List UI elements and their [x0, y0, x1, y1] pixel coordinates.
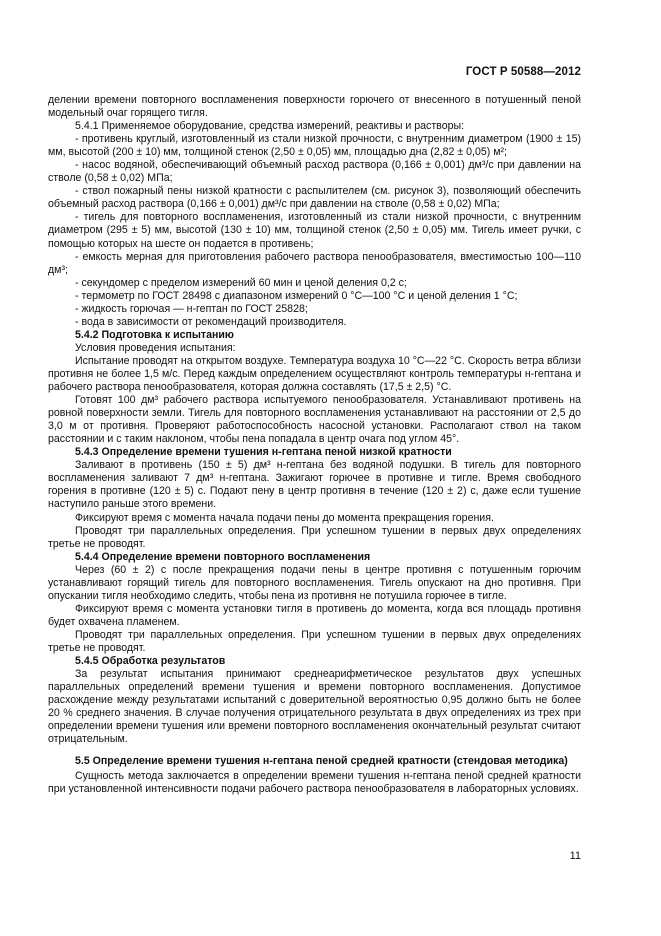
paragraph: Готовят 100 дм³ рабочего раствора испытуемого пенообразователя. Устанавливают противень на ровной поверхности земли. Тигель для повторного воспламенения устанавливают на расстоянии от 2,5 до 3,0 м от противня. Проверяют работоспособность насосной установки. Располагают ствол на таком расстоянии и с таким наклоном, чтобы пена попадала в центр очага под углом 45°.	[48, 394, 581, 446]
list-item: - тигель для повторного воспламенения, изготовленный из стали низкой прочности, с внутренним диаметром (295 ± 5) мм, высотой (130 ± 10) мм, толщиной стенок (2,50 ± 0,05) мм. Тигель имеет ручки, с помощью которых на шесте он подается в противень;	[48, 211, 581, 250]
section-heading: 5.4.2 Подготовка к испытанию	[75, 328, 234, 341]
list-item: - емкость мерная для приготовления рабочего раствора пенообразователя, вместимостью 100—110 дм³;	[48, 250, 581, 276]
paragraph: Испытание проводят на открытом воздухе. Температура воздуха 10 °С—22 °С. Скорость ветра вблизи противня не более 1,5 м/с. Перед каждым определением осуществляют контроль температуры н-гептана и рабочего раствора пенообразователя, которая должна составлять (17,5 ± 2,5) °С.	[48, 354, 581, 394]
paragraph: Фиксируют время с момента установки тигля в противень до момента, когда вся площадь противня будет охвачена пламенем.	[48, 602, 581, 628]
paragraph: Заливают в противень (150 ± 5) дм³ н-гептана без водяной подушки. В тигель для повторного воспламенения заливают 7 дм³ н-гептана. Зажигают горючее в противне и тигле. Время свободного горения в противне (120 ± 5) с. Подают пену в центр противня в течение (120 ± 2) с, даже если тушение наступило раньше этого времени.	[48, 459, 581, 511]
section-heading: 5.4.5 Обработка результатов	[75, 655, 226, 668]
list-item: - насос водяной, обеспечивающий объемный расход раствора (0,166 ± 0,001) дм³/с при давлении на стволе (0,58 ± 0,02) МПа;	[48, 159, 581, 185]
section-heading: 5.4.3 Определение времени тушения н-гептана пеной низкой кратности	[75, 446, 452, 459]
paragraph: Фиксируют время с момента начала подачи пены до момента прекращения горения.	[75, 511, 494, 524]
paragraph: Сущность метода заключается в определении времени тушения н-гептана пеной средней кратности при установленной интенсивности подачи рабочего раствора пенообразователя в лабораторных условиях.	[48, 770, 581, 796]
paragraph: Проводят три параллельных определения. При успешном тушении в первых двух определениях третье не проводят.	[48, 628, 581, 654]
section-heading: 5.4.4 Определение времени повторного воспламенения	[75, 550, 371, 563]
standard-number: ГОСТ Р 50588—2012	[465, 66, 581, 78]
page-body	[48, 94, 581, 796]
list-item: - противень круглый, изготовленный из стали низкой прочности, с внутренним диаметром (1900 ± 15) мм, высотой (200 ± 10) мм, толщиной стенок (2,50 ± 0,05) мм, площадью дна (2,82 ± 0,05) м²;	[48, 133, 581, 159]
list-item: - секундомер с пределом измерений 60 мин и ценой деления 0,2 с;	[75, 276, 407, 289]
list-item: - термометр по ГОСТ 28498 с диапазоном измерений 0 °С—100 °С и ценой деления 1 °С;	[75, 289, 518, 302]
clause-5-4-1: 5.4.1 Применяемое оборудование, средства измерений, реактивы и растворы:	[75, 120, 465, 133]
section-heading-5-5: 5.5 Определение времени тушения н-гептана пеной средней кратности (стендовая методика)	[75, 755, 568, 768]
list-item: - вода в зависимости от рекомендаций производителя.	[75, 315, 347, 328]
list-item: - ствол пожарный пены низкой кратности с распылителем (см. рисунок 3), позволяющий обеспечить объемный расход раствора (0,166 ± 0,001) дм³/с при давлении на стволе (0,58 ± 0,02) МПа;	[48, 185, 581, 211]
paragraph: Условия проведения испытания:	[75, 341, 236, 354]
paragraph: делении времени повторного воспламенения поверхности горючего от внесенного в потушенный пеной модельный очаг горящего тигля.	[48, 94, 581, 120]
paragraph: Через (60 ± 2) с после прекращения подачи пены в центре противня с потушенным горючим устанавливают горящий тигель для повторного воспламенения. Тигель опускают на дно противня. При опускании тигля необходимо следить, чтобы пена из противня не потушила горючее в тигле.	[48, 563, 581, 602]
list-item: - жидкость горючая — н-гептан по ГОСТ 25828;	[75, 302, 308, 315]
paragraph: Проводят три параллельных определения. При успешном тушении в первых двух определениях третье не проводят.	[48, 524, 581, 550]
paragraph: За результат испытания принимают среднеарифметическое результатов двух успешных параллельных определений времени тушения и времени повторного воспламенения. Допустимое расхождение между результатами испытаний с доверительной вероятностью 0,95 должно быть не более 20 % среднего значения. В случае получения отрицательного результата в двух определениях из трех при определении времени тушения или времени повторного воспламенения окончательный результат считают отрицательным.	[48, 668, 581, 746]
page-number: 11	[569, 850, 581, 862]
